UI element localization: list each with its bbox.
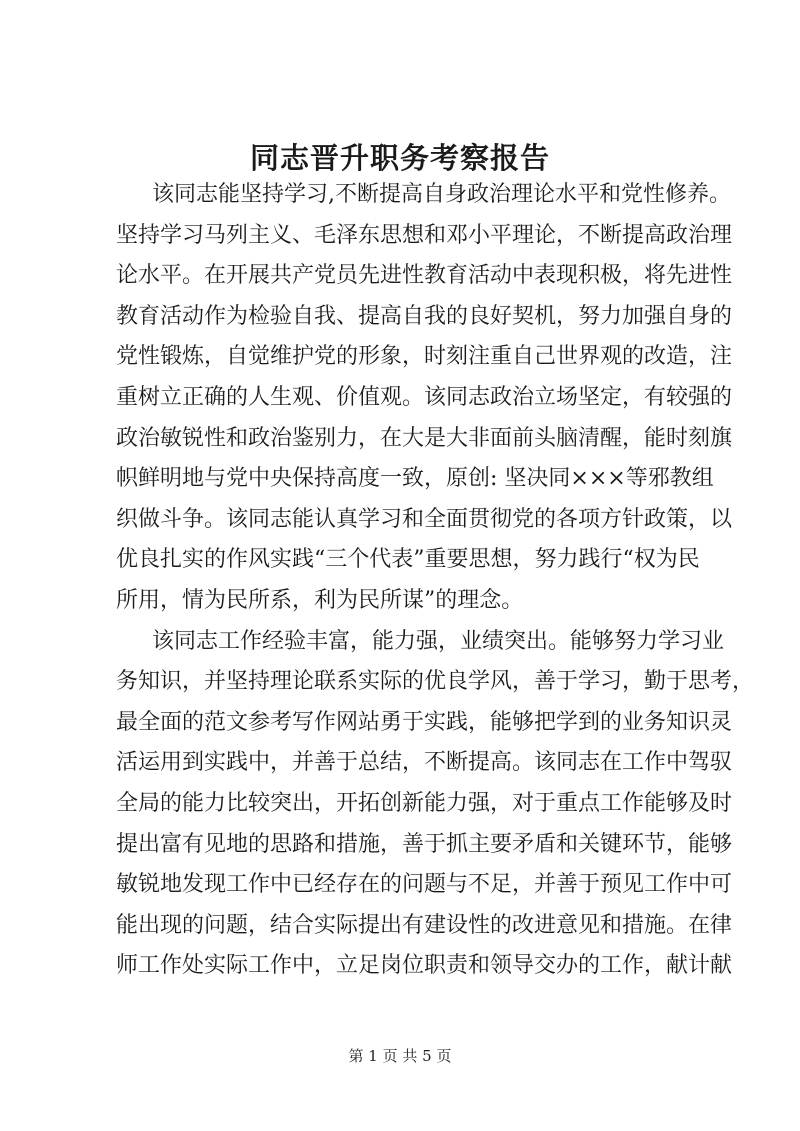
paragraph-1-line: 论水平。在开展共产党员先进性教育活动中表现积极，将先进性	[116, 263, 733, 289]
paragraph-1-line: 织做斗争。该同志能认真学习和全面贯彻党的各项方针政策，以	[116, 506, 733, 532]
paragraph-1-line: 所用，情为民所系，利为民所谋”的理念。	[116, 587, 524, 613]
document-title: 同志晋升职务考察报告	[249, 141, 550, 175]
paragraph-1-line: 党性锻炼，自觉维护党的形象，时刻注重自己世界观的改造，注	[116, 344, 733, 370]
paragraph-1-line: 教育活动作为检验自我、提高自我的良好契机，努力加强自身的	[116, 303, 733, 329]
document-body	[116, 175, 755, 987]
paragraph-2-line: 全局的能力比较突出，开拓创新能力强，对于重点工作能够及时	[116, 790, 733, 816]
paragraph-1-line: 帜鲜明地与党中央保持高度一致，原创: 坚决同×××等邪教组	[116, 466, 714, 492]
page-number-footer: 第 1 页 共 5 页	[348, 1047, 452, 1065]
paragraph-2-line: 师工作处实际工作中，立足岗位职责和领导交办的工作，献计献	[116, 953, 733, 979]
paragraph-2-line: 提出富有见地的思路和措施，善于抓主要矛盾和关键环节，能够	[116, 831, 733, 857]
paragraph-1-line: 优良扎实的作风实践“三个代表”重要思想，努力践行“权为民	[116, 547, 700, 573]
paragraph-1-line: 重树立正确的人生观、价值观。该同志政治立场坚定，有较强的	[116, 384, 733, 410]
paragraph-2-line: 活运用到实践中，并善于总结，不断提高。该同志在工作中驾驭	[116, 750, 733, 776]
paragraph-1-line: 该同志能坚持学习,不断提高自身政治理论水平和党性修养。	[152, 182, 731, 207]
paragraph-2-line: 务知识，并坚持理论联系实际的优良学风，善于学习，勤于思考，	[116, 669, 755, 695]
paragraph-2-line: 能出现的问题，结合实际提出有建设性的改进意见和措施。在律	[116, 912, 733, 938]
paragraph-1-line: 坚持学习马列主义、毛泽东思想和邓小平理论，不断提高政治理	[116, 222, 733, 248]
paragraph-1-line: 政治敏锐性和政治鉴别力，在大是大非面前头脑清醒，能时刻旗	[116, 425, 733, 451]
paragraph-2-line: 最全面的范文参考写作网站勇于实践，能够把学到的业务知识灵	[116, 709, 733, 735]
paragraph-2-line: 敏锐地发现工作中已经存在的问题与不足，并善于预见工作中可	[116, 872, 733, 898]
paragraph-2-line: 该同志工作经验丰富，能力强，业绩突出。能够努力学习业	[152, 628, 725, 654]
